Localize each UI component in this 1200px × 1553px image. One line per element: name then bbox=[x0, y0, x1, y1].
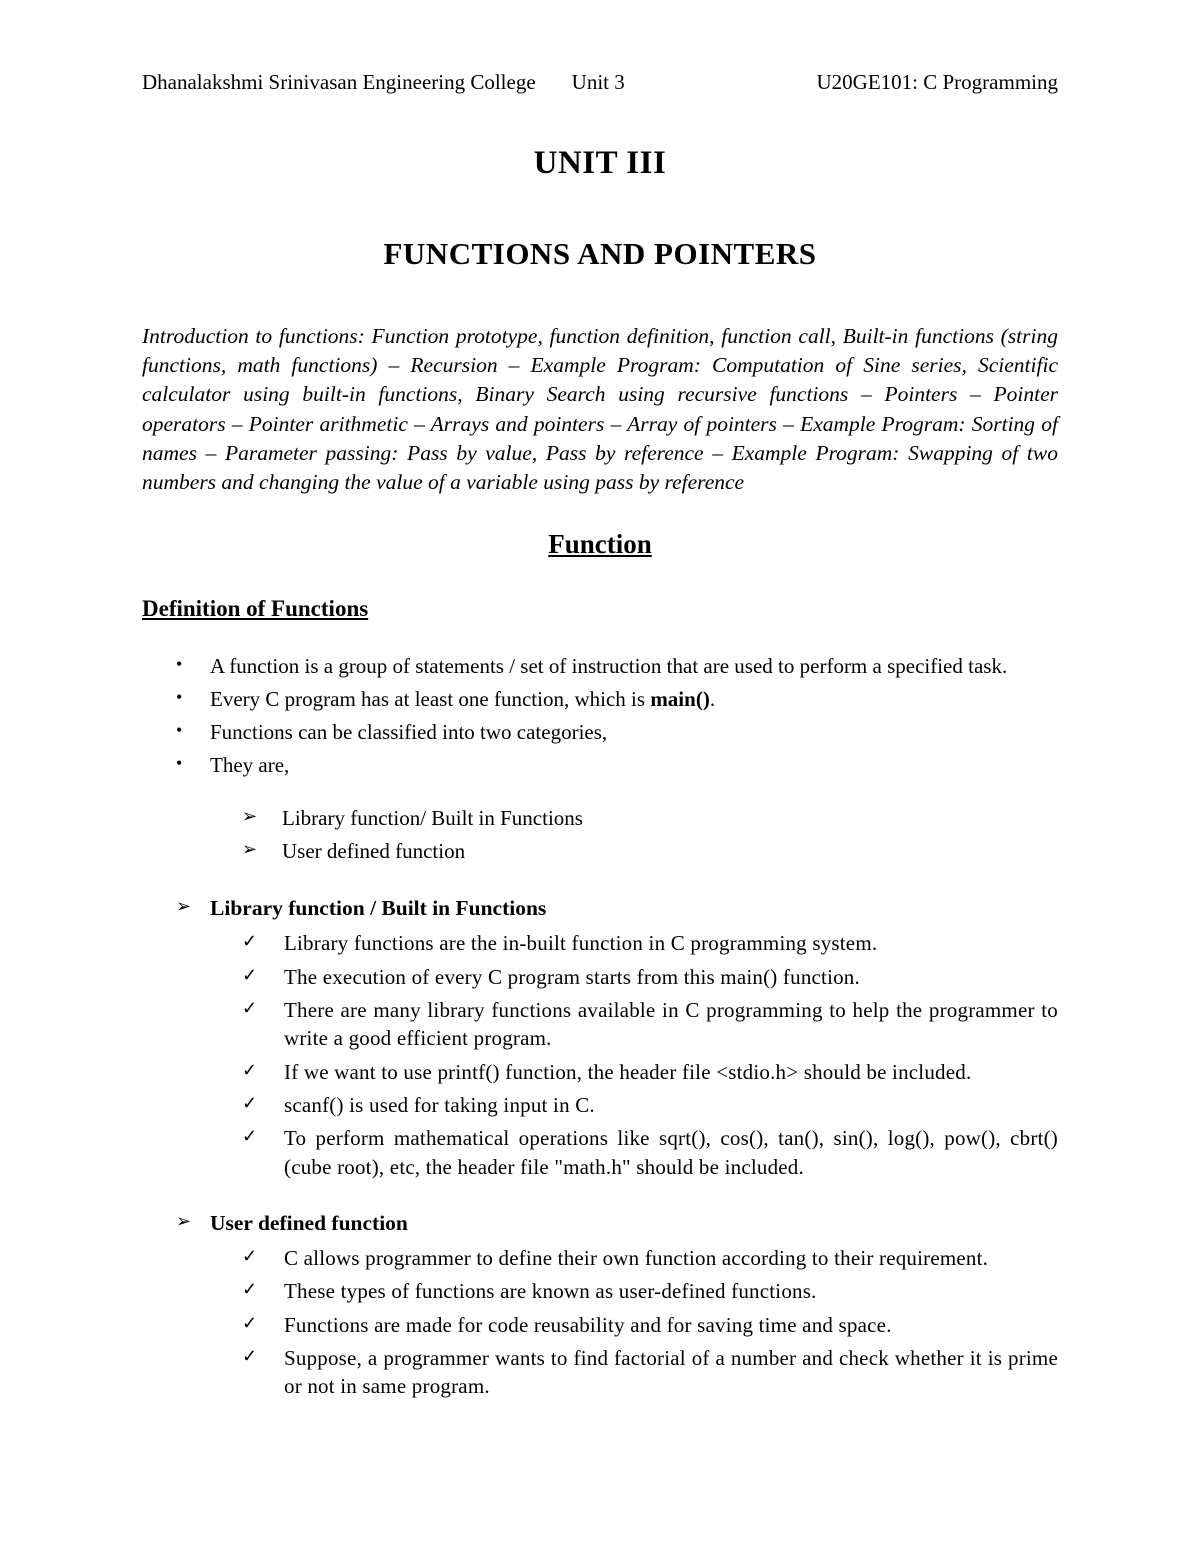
list-item bbox=[242, 929, 1058, 957]
list-item bbox=[242, 1311, 1058, 1339]
list-item-text: Suppose, a programmer wants to find factorial of a number and check whether it is prime or not in same program. bbox=[284, 1346, 1058, 1399]
unit-title: UNIT III bbox=[533, 145, 667, 181]
list-item bbox=[242, 1058, 1058, 1086]
list-item-text-bold: main() bbox=[650, 687, 710, 712]
list-item bbox=[142, 652, 1058, 681]
check-bullet-icon: ✓ bbox=[242, 1346, 258, 1366]
list-item-text: scanf() is used for taking input in C. bbox=[284, 1092, 595, 1117]
list-item-text: Functions are made for code reusability and for saving time and space. bbox=[284, 1312, 892, 1337]
bullet-dot-icon: • bbox=[176, 720, 183, 741]
header-course: U20GE101: C Programming bbox=[816, 70, 1058, 94]
list-item-text: If we want to use printf() function, the header file <stdio.h> should be included. bbox=[284, 1059, 972, 1084]
header-institution: Dhanalakshmi Srinivasan Engineering College bbox=[142, 70, 536, 94]
list-item-text: A function is a group of statements / set of instruction that are used to perform a specified task. bbox=[210, 654, 1008, 679]
arrow-bullet-icon: ➢ bbox=[176, 896, 192, 917]
list-item-text-post: . bbox=[709, 687, 716, 712]
header-unit: Unit 3 bbox=[571, 70, 625, 94]
library-function-heading bbox=[142, 896, 1058, 921]
list-item bbox=[242, 837, 1058, 866]
check-bullet-icon: ✓ bbox=[242, 997, 258, 1018]
check-bullet-icon: ✓ bbox=[242, 1126, 258, 1147]
list-item bbox=[242, 1344, 1058, 1401]
definition-subheading-text: Definition of Functions bbox=[142, 596, 369, 622]
check-bullet-icon: ✓ bbox=[242, 1279, 258, 1300]
bullet-dot-icon: • bbox=[176, 654, 183, 675]
list-item-text: The execution of every C program starts from this main() function. bbox=[284, 964, 860, 989]
arrow-bullet-icon: ➢ bbox=[242, 839, 258, 860]
list-item bbox=[242, 1277, 1058, 1305]
list-item bbox=[242, 1091, 1058, 1119]
list-item-text-pre: Every C program has at least one function, which is bbox=[210, 687, 651, 712]
list-item bbox=[242, 996, 1058, 1053]
list-item bbox=[242, 1124, 1058, 1181]
bullet-dot-icon: • bbox=[176, 687, 183, 708]
list-item bbox=[142, 718, 1058, 747]
list-item-text: Library functions are the in-built function in C programming system. bbox=[284, 931, 878, 956]
list-item-text: There are many library functions available in C programming to help the programmer to write a good efficient program. bbox=[284, 997, 1058, 1051]
check-bullet-icon: ✓ bbox=[242, 1312, 258, 1333]
function-section-heading bbox=[142, 529, 1058, 560]
arrow-bullet-icon: ➢ bbox=[176, 1210, 192, 1231]
list-item bbox=[142, 685, 1058, 714]
library-function-list bbox=[142, 929, 1058, 1181]
function-category-list bbox=[142, 804, 1058, 866]
check-bullet-icon: ✓ bbox=[242, 931, 258, 952]
unit-subtitle: FUNCTIONS AND POINTERS bbox=[383, 236, 817, 271]
user-defined-function-list bbox=[142, 1244, 1058, 1401]
check-bullet-icon: ✓ bbox=[242, 1245, 258, 1266]
list-item-text: These types of functions are known as user-defined functions. bbox=[284, 1279, 817, 1304]
syllabus-paragraph: Introduction to functions: Function prototype, function definition, function call, Built-in functions (string functions, math functions) – Recursion – Example Program: Computation of Sine series, Scientific calculator using built-in functions, Binary Search using recursive functions – Pointers – Pointer operators – Pointer arithmetic – Arrays and pointers – Array of pointers – Example Program: Sorting of names – Parameter passing: Pass by value, Pass by reference – Example Program: Swapping of two numbers and changing the value of a variable using pass by reference bbox=[142, 324, 1058, 495]
list-item bbox=[142, 751, 1058, 780]
list-item-text: User defined function bbox=[282, 839, 466, 864]
list-item bbox=[242, 804, 1058, 833]
list-item-text: Library function/ Built in Functions bbox=[282, 806, 583, 831]
check-bullet-icon: ✓ bbox=[242, 964, 258, 985]
page-header bbox=[142, 70, 1058, 95]
definition-bullet-list bbox=[142, 652, 1058, 780]
user-defined-function-heading-text: User defined function bbox=[210, 1210, 408, 1235]
check-bullet-icon: ✓ bbox=[242, 1059, 258, 1080]
list-item-text bbox=[210, 685, 1058, 714]
list-item-text: They are, bbox=[210, 753, 290, 778]
bullet-dot-icon: • bbox=[176, 753, 183, 774]
library-function-heading-text: Library function / Built in Functions bbox=[210, 896, 547, 921]
list-item bbox=[242, 963, 1058, 991]
definition-subheading bbox=[142, 596, 1058, 622]
list-item-text: Functions can be classified into two categories, bbox=[210, 720, 608, 745]
list-item-text: To perform mathematical operations like sqrt(), cos(), tan(), sin(), log(), pow(), cbrt() (cube root), etc, the header file "math.h" should be included. bbox=[284, 1126, 1058, 1179]
arrow-bullet-icon: ➢ bbox=[242, 806, 258, 827]
user-defined-function-heading bbox=[142, 1211, 1058, 1236]
function-section-heading-text: Function bbox=[548, 529, 652, 560]
check-bullet-icon: ✓ bbox=[242, 1092, 258, 1113]
list-item-text: C allows programmer to define their own function according to their requirement. bbox=[284, 1245, 989, 1270]
list-item bbox=[242, 1244, 1058, 1272]
